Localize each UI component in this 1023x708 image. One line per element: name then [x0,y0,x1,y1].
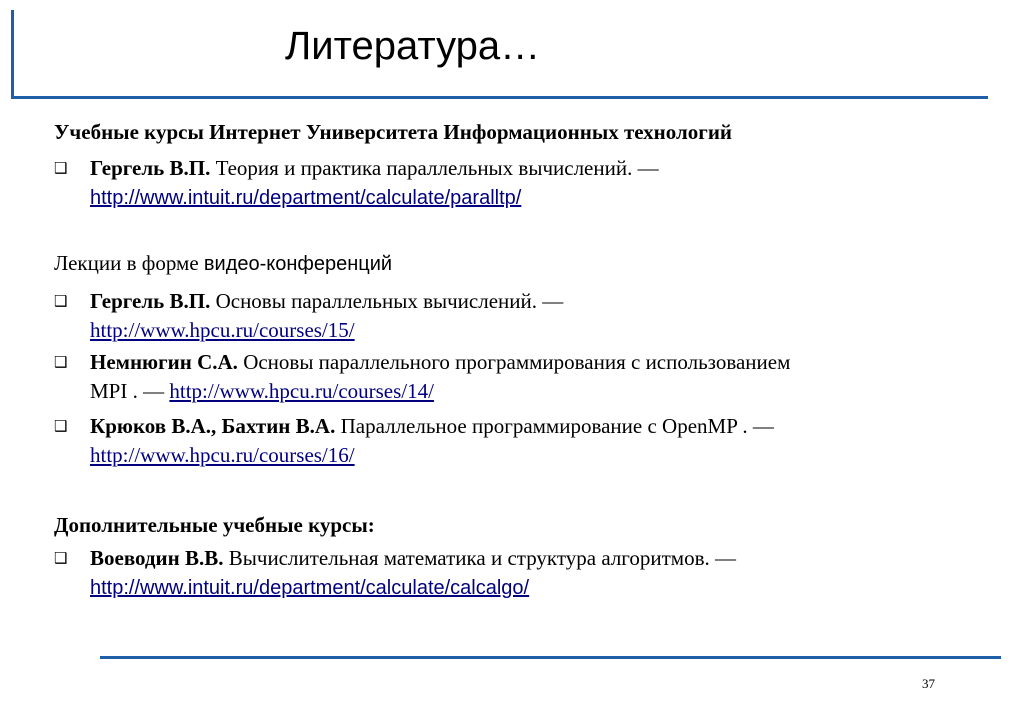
checkbox-bullet-icon: ❑ [54,292,68,310]
checkbox-bullet-icon: ❑ [54,417,68,435]
section-heading-additional: Дополнительные учебные курсы: [54,513,375,537]
course-link[interactable]: http://www.intuit.ru/department/calculate/calcalgo/ [90,577,530,599]
course-link[interactable]: http://www.hpcu.ru/courses/14/ [169,379,434,403]
course-link[interactable]: http://www.hpcu.ru/courses/16/ [90,443,355,467]
author-name: Гергель В.П. [90,289,211,313]
item-description: Основы параллельных вычислений. — [210,289,564,313]
item-description: Вычислительная математика и структура алгоритмов. — [223,546,737,570]
section-heading-video [54,251,392,276]
title-accent-bar [11,10,14,98]
item-description: Параллельное программирование с OpenMP . — [335,414,774,438]
checkbox-bullet-icon: ❑ [54,353,68,371]
footer-divider [100,656,1001,659]
course-link[interactable]: http://www.intuit.ru/department/calculate/paralltp/ [90,187,522,209]
section-heading-text-sans: видео-конференций [203,253,393,275]
page-title: Литература… [285,24,541,68]
checkbox-bullet-icon: ❑ [54,159,68,177]
title-divider [11,96,988,99]
item-description: Основы параллельного программирования с использованием [237,350,791,374]
page-number: 37 [922,676,935,691]
author-name: Гергель В.П. [90,156,211,180]
section-heading-text: Лекции в форме [54,251,204,275]
author-name: Немнюгин С.А. [90,350,238,374]
section-heading-intuit: Учебные курсы Интернет Университета Информационных технологий [54,120,733,144]
course-link[interactable]: http://www.hpcu.ru/courses/15/ [90,318,355,342]
checkbox-bullet-icon: ❑ [54,549,68,567]
item-description: Теория и практика параллельных вычислений. — [210,156,659,180]
author-name: Крюков В.А., Бахтин В.А. [90,414,336,438]
item-description-cont: MPI . — [90,379,170,403]
author-name: Воеводин В.В. [90,546,224,570]
